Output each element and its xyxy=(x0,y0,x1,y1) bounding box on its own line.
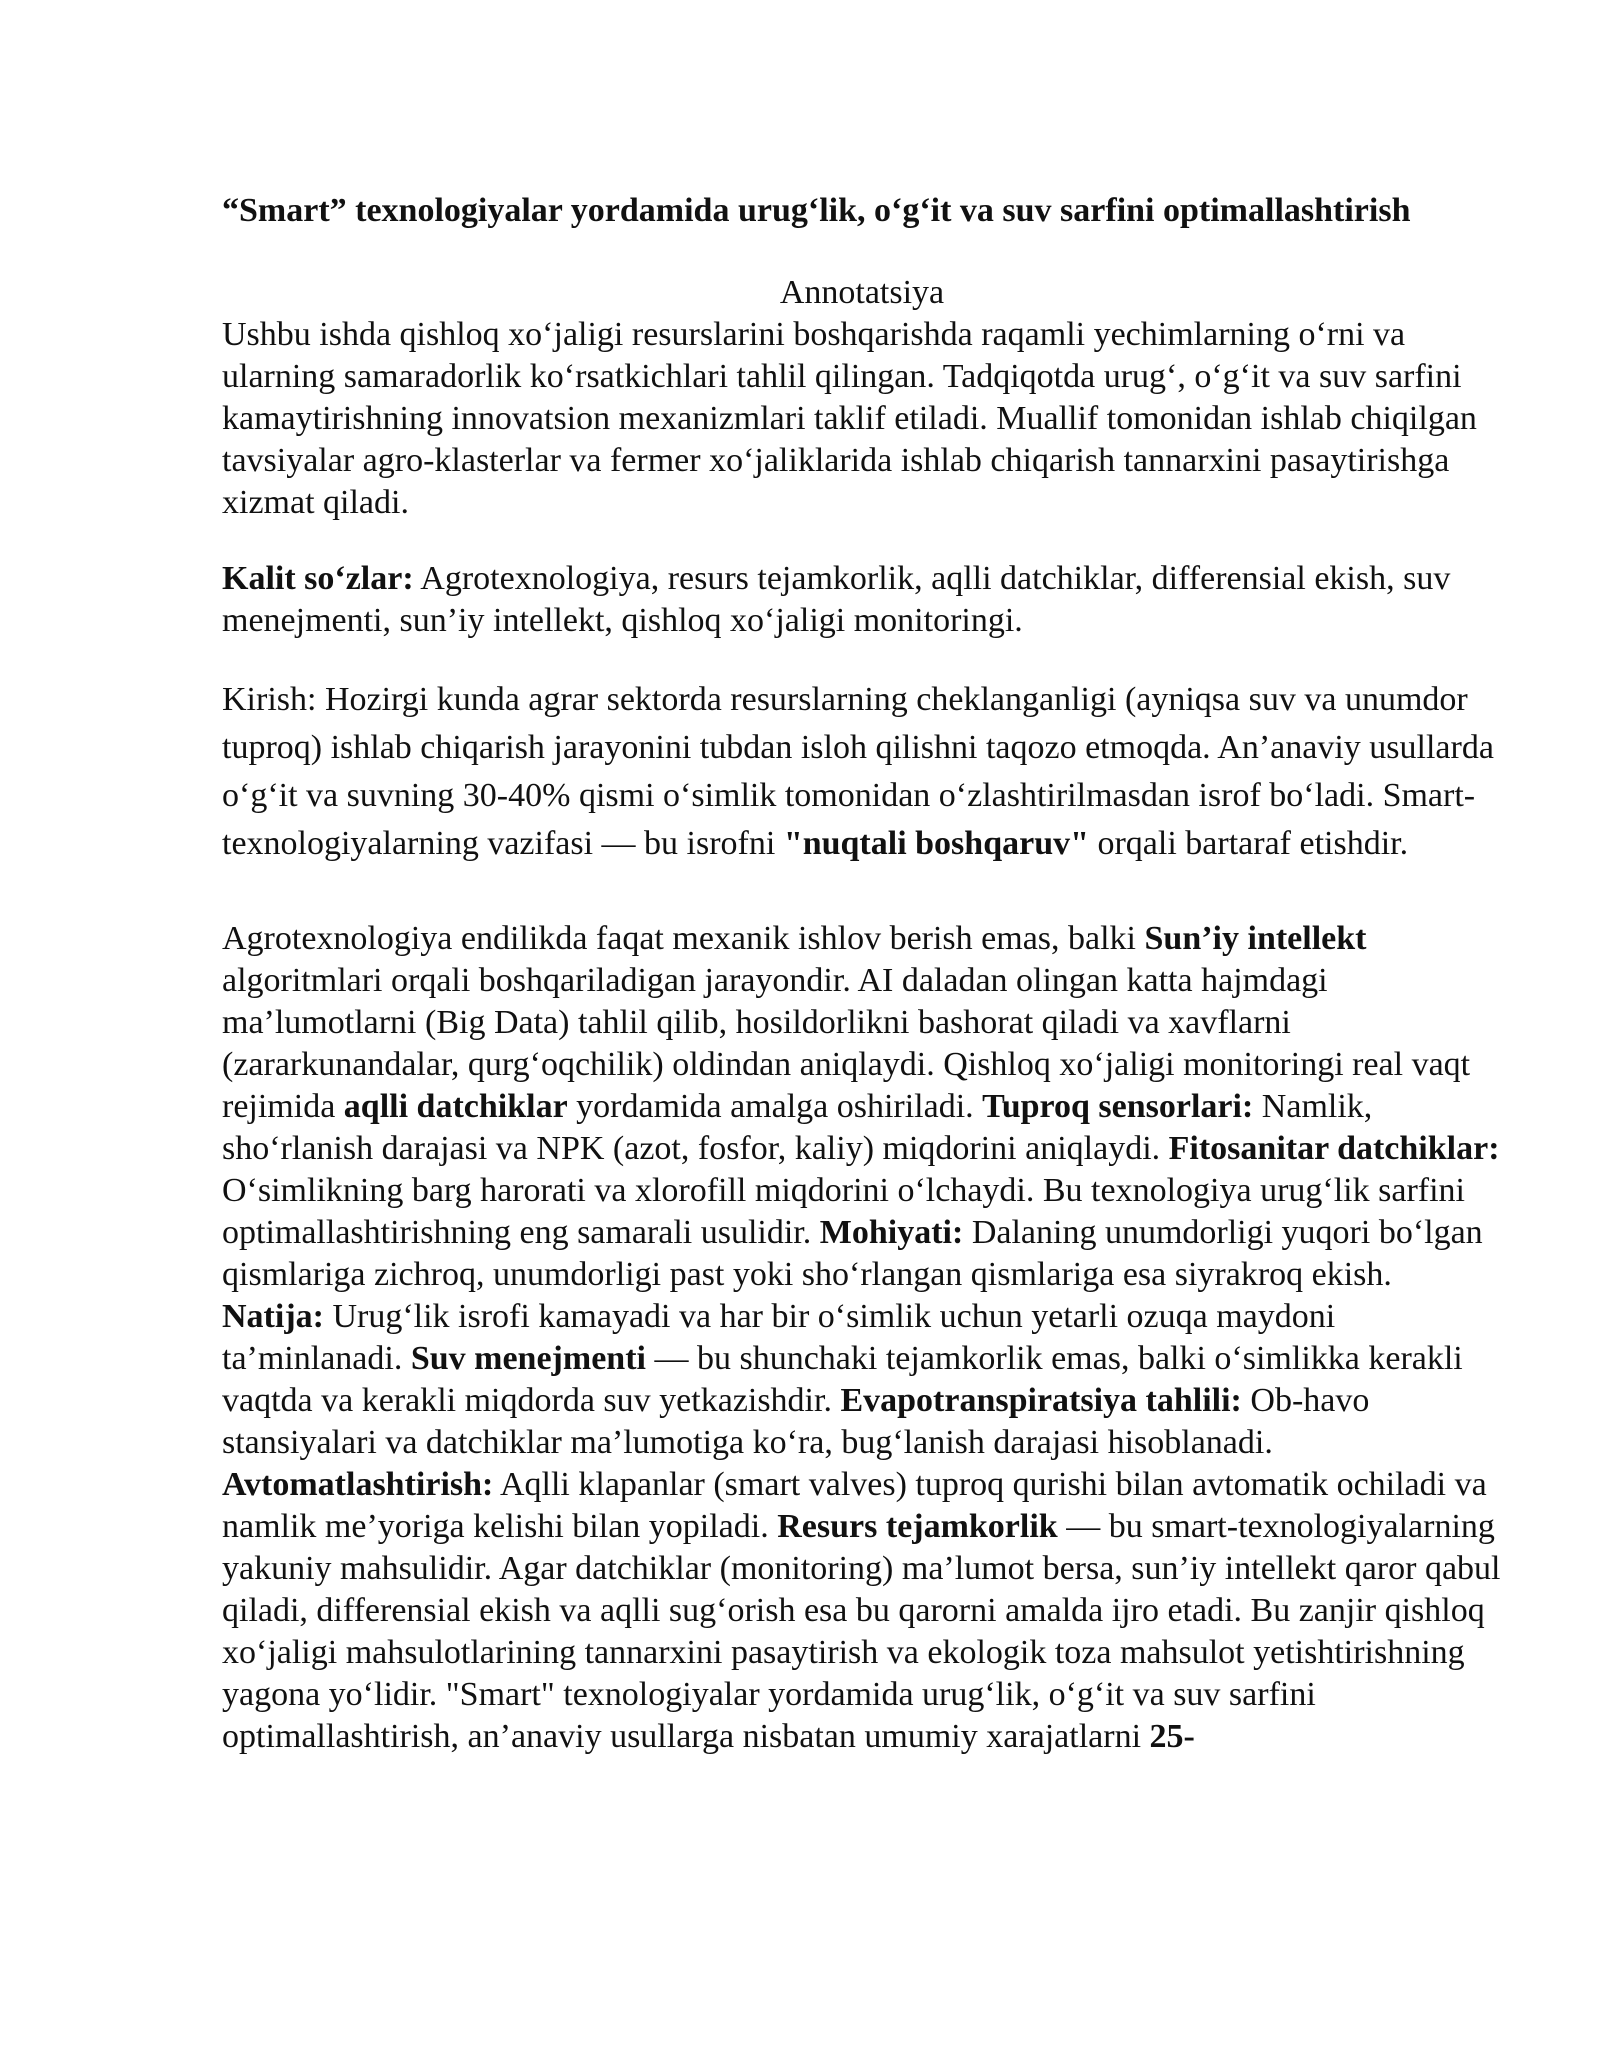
intro-bold: "nuqtali boshqaruv" xyxy=(783,825,1089,862)
document-page xyxy=(222,190,1502,1758)
keywords-label: Kalit so‘zlar: xyxy=(222,560,414,597)
main-text-11: — bu smart-texnologiyalarning yakuniy mahsulidir. Agar datchiklar (monitoring) ma’lumot bersa, sun’iy intellekt qaror qabul qiladi, differensial ekish va aqlli sug‘orish esa bu qarorni amalda ijro etadi. Bu zanjir qishloq xo‘jaligi mahsulotlarining tannarxini pasaytirish va ekologik toza mahsulot yetishtirishning yagona yo‘lidir. "Smart" texnologiyalar yordamida urug‘lik, o‘g‘it va suv sarfini optimallashtirish, an’anaviy usullarga nisbatan umumiy xarajatlarni xyxy=(222,1508,1501,1755)
abstract-text: Ushbu ishda qishloq xo‘jaligi resurslarini boshqarishda raqamli yechimlarning o‘rni va ularning samaradorlik ko‘rsatkichlari tahlil qilingan. Tadqiqotda urug‘, o‘g‘it va suv sarfini kamaytirishning innovatsion mexanizmlari taklif etiladi. Muallif tomonidan ishlab chiqilgan tavsiyalar agro-klasterlar va fermer xo‘jaliklarida ishlab chiqarish tannarxini pasaytirishga xizmat qiladi. xyxy=(222,316,1477,521)
main-bold-4: Fitosanitar datchiklar: xyxy=(1168,1130,1500,1167)
main-text-10: Aqlli klapanlar (smart valves) tuproq qurishi bilan avtomatik ochiladi va namlik me’yoriga kelishi bilan yopiladi. xyxy=(222,1466,1487,1545)
main-text-8: — bu shunchaki tejamkorlik emas, balki o‘simlikka kerakli vaqtda va kerakli miqdorda suv yetkazishdir. xyxy=(222,1340,1463,1419)
main-bold-7: Suv menejmenti xyxy=(410,1340,646,1377)
main-bold-6: Natija: xyxy=(222,1298,324,1335)
main-text-4: Namlik, sho‘rlanish darajasi va NPK (azot, fosfor, kaliy) miqdorini aniqlaydi. xyxy=(222,1088,1373,1167)
main-text-2: algoritmlari orqali boshqariladigan jarayondir. AI daladan olingan katta hajmdagi ma’lumotlarni (Big Data) tahlil qilib, hosildorlikni bashorat qiladi va xavflarni (zararkunandalar, qurg‘oqchilik) oldindan aniqlaydi. Qishloq xo‘jaligi monitoringi real vaqt rejimida xyxy=(222,962,1471,1125)
main-text-1: Agrotexnologiya endilikda faqat mexanik ishlov berish emas, balki xyxy=(222,920,1145,957)
main-bold-5: Mohiyati: xyxy=(819,1214,964,1251)
main-text-5: O‘simlikning barg harorati va xlorofill miqdorini o‘lchaydi. Bu texnologiya urug‘lik sarfini optimallashtirishning eng samarali usulidir. xyxy=(222,1172,1465,1251)
main-bold-1: Sun’iy intellekt xyxy=(1144,920,1367,957)
intro-paragraph xyxy=(222,676,1502,868)
main-bold-3: Tuproq sensorlari: xyxy=(982,1088,1254,1125)
main-text-7: Urug‘lik isrofi kamayadi va har bir o‘simlik uchun yetarli ozuqa maydoni ta’minlanadi. xyxy=(222,1298,1336,1377)
intro-text: Kirish: Hozirgi kunda agrar sektorda resurslarning cheklanganligi (ayniqsa suv va unumdor tuproq) ishlab chiqarish jarayonini tubdan isloh qilishni taqozo etmoqda. An’anaviy usullarda o‘g‘it va suvning 30-40% qismi o‘simlik tomonidan o‘zlashtirilmasdan isrof bo‘ladi. Smart-texnologiyalarning vazifasi — bu isrofni xyxy=(222,681,1494,862)
document-title: “Smart” texnologiyalar yordamida urug‘lik, o‘g‘it va suv sarfini optimallashtirish xyxy=(222,192,1411,229)
main-bold-11: 25- xyxy=(1149,1718,1195,1755)
main-bold-8: Evapotranspiratsiya tahlili: xyxy=(840,1382,1242,1419)
main-bold-10: Resurs tejamkorlik xyxy=(777,1508,1058,1545)
main-paragraph xyxy=(222,918,1502,1758)
main-bold-2: aqlli datchiklar xyxy=(343,1088,568,1125)
abstract-heading: Annotatsiya xyxy=(779,274,945,311)
main-text-9: Ob-havo stansiyalari va datchiklar ma’lumotiga ko‘ra, bug‘lanish darajasi hisoblanadi. xyxy=(222,1382,1370,1461)
keywords-text: Agrotexnologiya, resurs tejamkorlik, aqlli datchiklar, differensial ekish, suv menejmenti, sun’iy intellekt, qishloq xo‘jaligi monitoringi. xyxy=(222,560,1451,639)
keywords-paragraph xyxy=(222,558,1502,642)
intro-end: orqali bartaraf etishdir. xyxy=(1088,825,1409,862)
main-bold-9: Avtomatlashtirish: xyxy=(222,1466,494,1503)
main-text-3: yordamida amalga oshiriladi. xyxy=(567,1088,983,1125)
main-text-6: Dalaning unumdorligi yuqori bo‘lgan qismlariga zichroq, unumdorligi past yoki sho‘rlangan qismlariga esa siyrakroq ekish. xyxy=(222,1214,1483,1293)
